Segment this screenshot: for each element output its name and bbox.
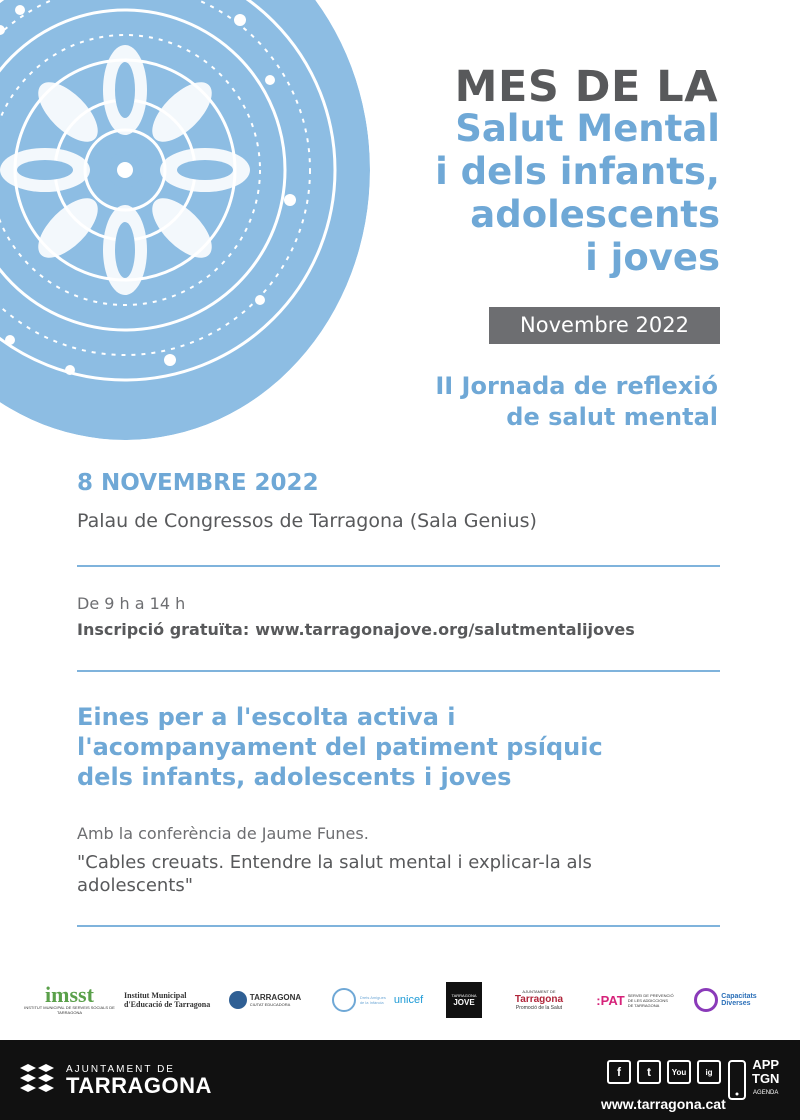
header-line: i dels infants, — [435, 150, 720, 193]
program-title-line: l'acompanyament del patiment psíquic — [77, 733, 603, 761]
phone-icon — [727, 1060, 747, 1100]
registration-label: Inscripció gratuïta: — [77, 620, 250, 639]
month-badge: Novembre 2022 — [489, 307, 720, 344]
conference-quote: "Cables creuats. Entendre la salut mental i explicar-la als adolescents" — [77, 852, 592, 896]
divider — [77, 925, 720, 927]
instagram-icon[interactable]: ig — [697, 1060, 721, 1084]
ime-logo: Institut Municipal d'Educació de Tarragona — [124, 991, 211, 1009]
conference-note: Amb la conferència de Jaume Funes. — [77, 824, 369, 843]
drets-unicef-logo: Drets Amigues de la Infància unicef — [325, 975, 430, 1025]
footer-bar — [0, 1040, 800, 1120]
jornada-line: de salut mental — [506, 403, 718, 431]
jornada-subtitle — [435, 371, 718, 433]
imsst-logo: imsst INSTITUT MUNICIPAL DE SERVEIS SOCIALS DE TARRAGONA — [24, 982, 115, 1015]
divider — [77, 565, 720, 567]
mandala-illustration — [0, 0, 380, 440]
twitter-icon[interactable]: t — [637, 1060, 661, 1084]
capacitats-diverses-logo: Capacitats Diverses — [688, 975, 763, 1025]
website-link[interactable]: www.tarragona.cat — [601, 1096, 726, 1112]
ajuntament-logo: AJUNTAMENT DE TARRAGONA — [66, 1064, 212, 1098]
divider — [77, 670, 720, 672]
program-title-line: dels infants, adolescents i joves — [77, 763, 512, 791]
jornada-line: II Jornada de reflexió — [435, 372, 718, 400]
event-hours: De 9 h a 14 h — [77, 594, 186, 613]
program-title-line: Eines per a l'escolta activa i — [77, 703, 456, 731]
header-line: Salut Mental — [455, 107, 720, 150]
tarragona-emblem-icon — [18, 1062, 58, 1098]
youtube-icon[interactable]: You — [667, 1060, 691, 1084]
app-tgn-badge[interactable]: APP TGN AGENDA — [752, 1057, 780, 1096]
educadora-icon — [229, 991, 247, 1009]
social-icons — [607, 1060, 721, 1084]
facebook-icon[interactable]: f — [607, 1060, 631, 1084]
header-title-lines — [435, 107, 720, 279]
event-date: 8 NOVEMBRE 2022 — [77, 470, 319, 496]
event-venue: Palau de Congressos de Tarragona (Sala Genius) — [77, 510, 537, 532]
pat-logo: :PAT SERVEI DE PREVENCIÓ DE LES ADDICCIONS DE TARRAGONA — [596, 992, 674, 1008]
header-title-top: MES DE LA — [454, 62, 718, 112]
tarragona-jove-logo: TARRAGONA JOVE — [446, 982, 482, 1018]
registration-info — [77, 620, 635, 639]
promocio-salut-logo: AJUNTAMENT DE Tarragona Promoció de la Salut — [514, 989, 564, 1011]
capacitats-icon — [694, 988, 718, 1012]
header-line: i joves — [585, 236, 720, 279]
sponsor-logos — [0, 975, 800, 1030]
program-title — [77, 702, 727, 792]
drets-icon — [332, 988, 356, 1012]
ciutat-educadora-logo: TARRAGONA CIUTAT EDUCADORA — [225, 975, 305, 1025]
registration-link[interactable]: www.tarragonajove.org/salutmentalijoves — [255, 620, 635, 639]
header-line: adolescents — [470, 193, 720, 236]
